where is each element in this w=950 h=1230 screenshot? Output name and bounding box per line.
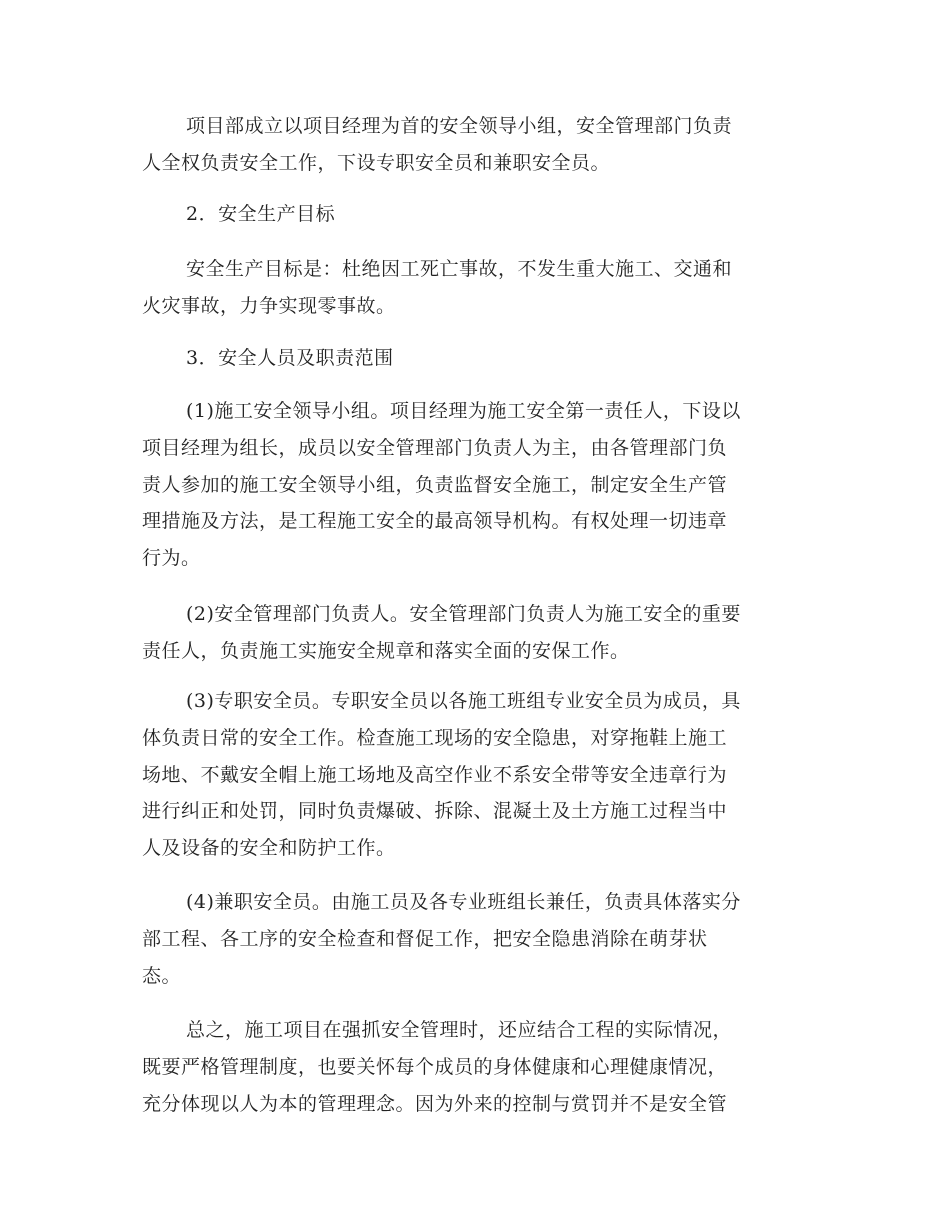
paragraph-line: 部工程、各工序的安全检查和督促工作，把安全隐患消除在萌芽状 (142, 927, 708, 950)
paragraph-line: 项目经理为组长，成员以安全管理部门负责人为主，由各管理部门负 (142, 436, 728, 459)
paragraph-line: 理措施及方法，是工程施工安全的最高领导机构。有权处理一切违章 (142, 510, 728, 533)
heading-safety-personnel (142, 340, 822, 377)
paragraph-construction-leadership (142, 393, 822, 577)
heading-safety-goal (142, 196, 822, 233)
paragraph-safety-goal (142, 251, 822, 325)
paragraph-line: 安全生产目标是：杜绝因工死亡事故，不发生重大施工、交通和 (186, 258, 733, 280)
paragraph-line: 态。 (142, 964, 182, 987)
paragraph-line: 2．安全生产目标 (186, 203, 336, 225)
paragraph-conclusion (142, 1012, 822, 1122)
paragraph-line: 场地、不戴安全帽上施工场地及高空作业不系安全带等安全违章行为 (142, 763, 728, 786)
paragraph-parttime-officer (142, 884, 822, 994)
paragraph-line: 既要严格管理制度，也要关怀每个成员的身体健康和心理健康情况， (142, 1055, 728, 1078)
paragraph-line: 充分体现以人为本的管理理念。因为外来的控制与赏罚并不是安全管 (142, 1092, 728, 1115)
paragraph-line: 3．安全人员及职责范围 (186, 347, 394, 369)
paragraph-line: 进行纠正和处罚，同时负责爆破、拆除、混凝土及土方施工过程当中 (142, 800, 728, 823)
paragraph-line: 项目部成立以项目经理为首的安全领导小组，安全管理部门负责 (186, 115, 733, 137)
paragraph-department-head (142, 596, 822, 670)
paragraph-fulltime-officer (142, 683, 822, 867)
paragraph-line: 责任人，负责施工实施安全规章和落实全面的安保工作。 (142, 639, 630, 662)
paragraph-line: (1)施工安全领导小组。项目经理为施工安全第一责任人，下设以 (186, 400, 741, 422)
paragraph-line: (4)兼职安全员。由施工员及各专业班组长兼任，负责具体落实分 (186, 891, 741, 913)
paragraph-line: (2)安全管理部门负责人。安全管理部门负责人为施工安全的重要 (186, 603, 741, 625)
paragraph-line: 火灾事故，力争实现零事故。 (142, 294, 396, 317)
paragraph-line: 人全权负责安全工作，下设专职安全员和兼职安全员。 (142, 151, 611, 174)
paragraph-line: 总之，施工项目在强抓安全管理时，还应结合工程的实际情况， (186, 1019, 733, 1041)
paragraph-line: 体负责日常的安全工作。检查施工现场的安全隐患，对穿拖鞋上施工 (142, 726, 728, 749)
paragraph-line: 行为。 (142, 547, 201, 570)
paragraph-line: 人及设备的安全和防护工作。 (142, 837, 396, 860)
paragraph-leadership-group (142, 108, 822, 182)
paragraph-line: 责人参加的施工安全领导小组，负责监督安全施工，制定安全生产管 (142, 473, 728, 496)
paragraph-line: (3)专职安全员。专职安全员以各施工班组专业安全员为成员，具 (186, 690, 741, 712)
